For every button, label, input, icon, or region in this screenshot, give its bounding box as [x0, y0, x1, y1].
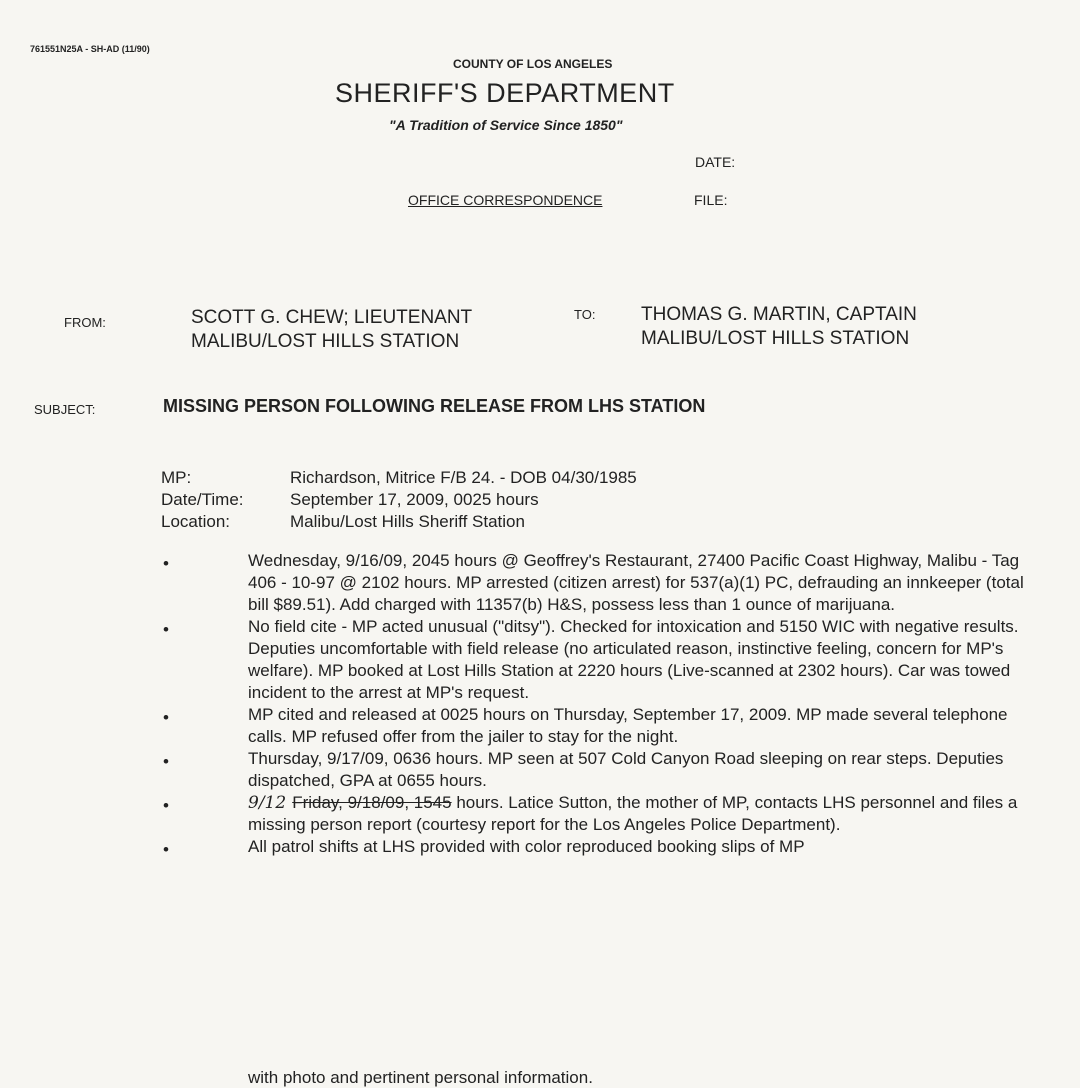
file-label: FILE:	[694, 192, 728, 208]
event-text: Wednesday, 9/16/09, 2045 hours @ Geoffrey's Restaurant, 27400 Pacific Coast Highway, Malibu - Tag 406 - 10-97 @ 2102 hours. MP arrested (citizen arrest) for 537(a)(1) PC, defrauding an innkeeper (total bill $89.51). Add charged with 11357(b) H&S, possess less than 1 ounce of marijuana.	[248, 551, 1024, 614]
event-item	[160, 836, 1040, 858]
fact-row-datetime	[161, 490, 637, 512]
incident-facts	[161, 468, 637, 534]
event-text: MP cited and released at 0025 hours on Thursday, September 17, 2009. MP made several telephone calls. MP refused offer from the jailer to stay for the night.	[248, 705, 1008, 746]
form-code: 761551N25A - SH-AD (11/90)	[30, 44, 150, 54]
department-title: SHERIFF'S DEPARTMENT	[335, 78, 675, 108]
event-text: Thursday, 9/17/09, 0636 hours. MP seen at 507 Cold Canyon Road sleeping on rear steps. Deputies dispatched, GPA at 0655 hours.	[248, 749, 1004, 790]
from-name: SCOTT G. CHEW; LIEUTENANT	[191, 307, 473, 328]
to-station: MALIBU/LOST HILLS STATION	[641, 328, 910, 349]
fact-label: MP:	[161, 468, 192, 487]
handwritten-correction: 9/12	[248, 793, 287, 813]
cut-off-line: with photo and pertinent personal information.	[248, 1068, 593, 1087]
fact-label: Date/Time:	[161, 490, 244, 509]
fact-value: Richardson, Mitrice F/B 24. - DOB 04/30/1985	[290, 468, 637, 487]
department-motto: "A Tradition of Service Since 1850"	[389, 117, 623, 133]
fact-row-mp	[161, 468, 637, 490]
to-label: TO:	[574, 307, 596, 322]
event-item	[160, 792, 1040, 836]
from-station: MALIBU/LOST HILLS STATION	[191, 331, 460, 352]
to-name: THOMAS G. MARTIN, CAPTAIN	[641, 304, 917, 325]
subject-value: MISSING PERSON FOLLOWING RELEASE FROM LHS STATION	[163, 396, 706, 416]
event-list	[160, 550, 1040, 858]
event-text: All patrol shifts at LHS provided with color reproduced booking slips of MP	[248, 837, 805, 856]
from-label: FROM:	[64, 315, 106, 330]
event-text: No field cite - MP acted unusual ("ditsy"). Checked for intoxication and 5150 WIC with negative results. Deputies uncomfortable with field release (no articulated reason, instinctive feeling, concern for MP's welfare). MP booked at Lost Hills Station at 2220 hours (Live-scanned at 2302 hours). Car was towed incident to the arrest at MP's request.	[248, 617, 1019, 702]
event-text: hours. Latice Sutton, the mother of MP, contacts LHS personnel and files a missing person report (courtesy report for the Los Angeles Police Department).	[248, 793, 1018, 834]
office-correspondence-heading: OFFICE CORRESPONDENCE	[408, 192, 603, 208]
subject-label: SUBJECT:	[34, 402, 96, 417]
county-name: COUNTY OF LOS ANGELES	[453, 57, 613, 71]
fact-value: September 17, 2009, 0025 hours	[290, 490, 539, 509]
event-item	[160, 550, 1040, 616]
date-label: DATE:	[695, 154, 736, 170]
event-item	[160, 704, 1040, 748]
event-item	[160, 748, 1040, 792]
fact-value: Malibu/Lost Hills Sheriff Station	[290, 512, 525, 531]
fact-label: Location:	[161, 512, 230, 531]
fact-row-location	[161, 512, 637, 534]
struck-text: Friday, 9/18/09, 1545	[292, 793, 452, 812]
event-item	[160, 616, 1040, 704]
